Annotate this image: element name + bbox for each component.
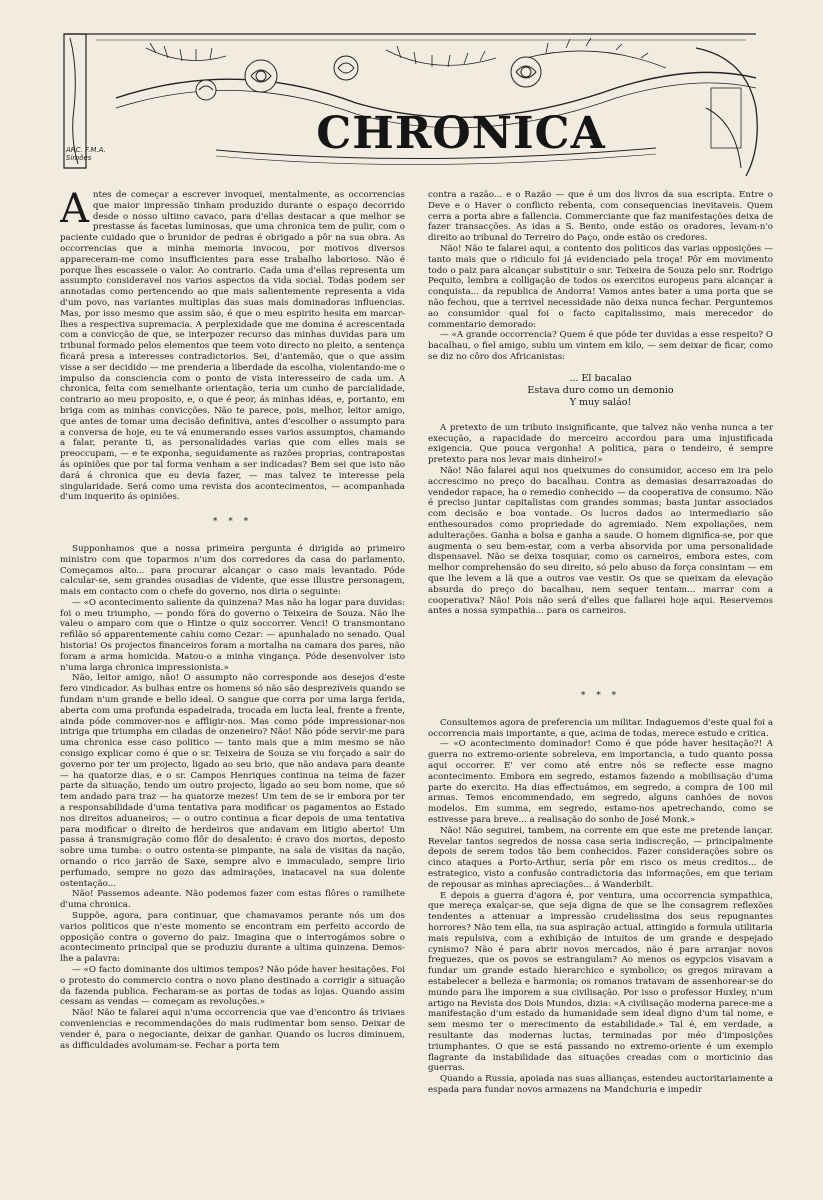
paragraph: contra a razão... e o Razão — que é um dos livros da sua escripta. Entre o Deve e o Haver o conflicto rebenta, com consequencias inevitaveis. Quem cerra a porta abre a fallencia. Commerciante que faz manifestações deixa de fazer transacções. As idas a S. Bento, onde estão os oradores, levam-n'o direito ao tribunal do Terreiro do Paço, onde estão os credores.	[428, 190, 773, 244]
spacer	[428, 617, 773, 677]
paragraph: Não, leitor amigo, não! O assumpto não corresponde aos desejos d'este fero vindicador. As bulhas entre os homens só não são desprezíveis quando se fundam n'um grande e bello ideal. O sangue que corra por uma larga ferida, aberta com uma profunda espadeirada, trocada em lucta leal, frente a frente, ainda póde commover-nos e affligir-nos. Mas como póde impressionar-nos intriga que triumpha em ciladas de onzeneiro? Não! Não póde servir-me para uma chronica esse caso politico — tanto mais que a mim mesmo se não consigo explicar como é que o sr. Teixeira de Souza se viu forçado a sair do governo por ter um projecto, ligado ao seu brio, que não andava para deante — ha quatorze dias, e o sr. Campos Henriques continua na teima de fazer parte da situação, tendo um outro projecto, ligado ao seu bom nome, que só tem andado para traz — ha quatorze mezes! Um tem de se ir embora por ter a responsabilidade d'uma tentativa para modificar os pagamentos ao Estado nos direitos aduaneiros; — o outro continua a ficar depois de uma tentativa para modificar o direito de herdeiros que andavam em litigio aberto! Um passa á transmigração como flôr do desalento: é cravo dos mortos, deposto sobre uma tumba: o outro ostenta-se pimpante, na sala de visitas da nação, ornando o rico jarrão de Saxe, sempre alvo e immaculado, sempre lirio perfumado, sempre no gozo das admirações, inatacavel na sua dolente ostentação...	[60, 673, 405, 889]
credit-line-1: ARC. F.M.A.	[66, 146, 106, 154]
right-column	[428, 190, 773, 1190]
left-column	[60, 190, 405, 1190]
paragraph: Quando a Russia, apoiada nas suas allianças, estendeu auctoritariamente a espada para fundar novos armazens na Mandchuria e impedir	[428, 1074, 773, 1095]
drop-cap: A	[60, 190, 89, 232]
section-divider: * * *	[212, 517, 253, 528]
paragraph: Não! Não te falarei aqui, a contento dos politicos das varias opposições — tanto mais que o ridiculo foi já evidenciado pela troça! Pôr em movimento todo o paiz para alcançar substituir o snr. Teixeira de Souza pelo snr. Rodrigo Pequito, lembra a colligação de todos os exercitos europeus para alcançar a conquista... da republica de Andorra! Vamos antes bater a uma porta que se não fechou, que a terrivel necessidade não deixa nunca fechar. Perguntemos ao consumidor qual foi o facto capitalissimo, mais merecedor do commentario demorado:	[428, 243, 773, 330]
paragraph: Não! Não seguirei, tambem, na corrente em que este me pretende lançar. Revelar tantos segredos de nossa casa seria indiscreção, — principalmente depois de serem todos tão bem conhecidos. Fazer considerações sobre os cinco ataques a Porto-Arthur, seria pôr em risco os meus creditos... de estrategico, visto a confusão contradictoria das informações, em que teriam de repousar as minhas apreciações... á Wanderbilt.	[428, 825, 773, 890]
paragraph: Não! Passemos adeante. Não podemos fazer com estas flôres o ramilhete d'uma chronica.	[60, 889, 405, 911]
verse-quote	[428, 373, 773, 409]
credit-line-2: Simões	[66, 154, 92, 162]
paragraph: — «O acontecimento saliente da quinzena? Mas não ha logar para duvidas: foi o meu triumpho, — pondo fóra do governo o Teixeira de Souza. Não lhe valeu o amparo com que o Hintze o quiz soccorrer. Venci! O transmontano refilão só apparentemente cahiu como Cezar: — apunhalado no senado. Qual historia! Os projectos financeiros foram a mortalha na camara dos pares, não foram a arma homicida. Matou-o a minha vingança. Póde desenvolver isto n'uma larga chronica impressionista.»	[60, 597, 405, 673]
paragraph: Consultemos agora de preferencia um militar. Indaguemos d'este qual foi a occorrencia mais importante, a que, acima de todas, merece estudo e critica.	[428, 717, 773, 739]
paragraph: Não! Não te falarei aqui n'uma occorrencia que vae d'encontro ás triviaes conveniencias e recommendações do mais rudimentar bom senso. Deixar de vender é, para o negociante, deixar de ganhar. Quando os lucros diminuem, as difficuldades avolumam-se. Fechar a porta tem	[60, 1008, 405, 1051]
paragraph: — «A grande occorrencia? Quem é que póde ter duvidas a esse respeito? O bacalhau, o fiel amigo, subiu um vintem em kilo, — sem deixar de ficar, como se diz no côro dos Africanistas:	[428, 330, 773, 362]
header-artist-credit	[66, 146, 106, 162]
paragraph: — «O facto dominante dos ultimos tempos? Não póde haver hesitações. Foi o protesto do commercio contra o novo plano destinado a corrigir a situação da fazenda publica. Fecharam-se as portas de todas as lojas. Quando assim cessam as vendas — começam as revoluções.»	[60, 964, 405, 1008]
paragraph: Suppõe, agora, para continuar, que chamavamos perante nós um dos varios politicos que n'este momento se encontram em perfeito accordo de opposição contra o governo do paiz. Imagina que o interrogámos sobre o acontecimento principal que se produziu durante a ultima quinzena. Demos-lhe a palavra:	[60, 911, 405, 965]
page-title: CHRONICA	[316, 108, 606, 159]
chronica-header	[56, 28, 768, 178]
paragraph	[60, 190, 405, 503]
section-divider: * * *	[580, 691, 621, 702]
verse-line: ... El bacalao	[569, 372, 632, 384]
verse-line: Estava duro como un demonio	[527, 384, 674, 396]
paragraph: A pretexto de um tributo insignificante, que talvez não venha nunca a ter execução, a rapacidade do merceiro accordou para uma injustificada exigencia. Que pouca vergonha! A politica, para o tendeiro, é sempre pretexto para nos levar mais dinheiro!»	[428, 422, 773, 466]
paragraph: — «O acontecimento dominador! Como é que póde haver hesitação?! A guerra no extremo-oriente sobreleva, em importancia, a tudo quanto possa aqui occorrer. E' ver como até entre nós se reflecte esse magno acontecimento. Embora em segredo, estamos fazendo a mobilisação d'uma parte do exercito. Ha dias effectuámos, em segredo, a compra de 100 mil armas. Temos encommendado, em segredo, alguns canhões de novos modelos. Em summa, em segredo, estamo-nos apetrechando, como se estivesse para breve... a realisação do sonho de José Monk.»	[428, 739, 773, 826]
paragraph: E depois a guerra d'agora é, por ventura, uma occorrencia sympathica, que mereça exalçar-se, que seja digna de que se lhe consagrem reflexões tendentes a attenuar a impressão crudelissima dos seus repugnantes horrores? Não tem ella, na sua aspiração actual, attingido a formula utilitaria mais repulsiva, com a exhibição de intuitos de um grande e despejado cynismo? Não é para abrir novos mercados, não é para arranjar novos freguezes, que os povos se estrangulam? Ao menos os egypcios visavam a fundar um grande estado hierarchico e symbolico; os gregos miravam a estabelecer a belleza e harmonia; os romanos tratavam de assenhorear-se do mundo para lhe imporem a sua civilisação. Por isso o professor Huxley, n'um artigo na Revista dos Dois Mundos, dizia: «A civilisação moderna parece-me a manifestação d'um estado da humanidade sem ideal digno d'um tal nome, e sem mesmo ter o merecimento da estabilidade.» Tal é, em verdade, a resultante das modernas luctas, terminadas por méo d'imposições triumphantes. O que se está passando no extremo-oriente é um exemplo flagrante da instabilidade das situações creadas com o morticinio das guerras.	[428, 890, 773, 1074]
paragraph-text: ntes de começar a escrever invoquei, mentalmente, as occorrencias que maior impressão tinham produzido durante o espaço decorrido desde o nosso ultimo cavaco, para d'ellas destacar a que melhor se prestasse ás facetas luminosas, que uma chronica tem de pulir, com o paciente cuidado que o brunidor de pedras é obrigado a pôr na sua obra. As occorrencias que a minha memoria invocou, por motivos diversos appareceram-me como insufficientes para esse trabalho laborioso. Não é porque lhes escasseie o valor. Ao contrario. Cada uma d'ellas representa um assumpto consideravel nos varios aspectos da vida social. Todas podem ser annotadas como pertencendo ao que mais salientemente representa a vida d'um povo, nas variantes multiplas das suas mais dominadoras influencias. Mas, por isso mesmo que assim são, é que o meu espirito hesita em marcar-lhes a respectiva supremacia. A perplexidade que me domina é acrescentada com a convicção de que, se interpozer recurso das minhas duvidas para um tribunal formado pelos elementos que teem voto directo no pleito, a sentença ficará presa a interesses contradictorios. Sei, d'antemão, que o que assim visse a ser decidido — me prenderia a liberdade da escolha, violentando-me o impulso da consciencia com o ponto de vista interesseiro de cada um. A chronica, feita com semelhante orientação, teria um cunho de parcialidade, contrario ao meu proposito, e, o que é peor, ás minhas idéas, e, portanto, em briga com as minhas convicções. Não te parece, pois, melhor, leitor amigo, que antes de tomar uma decisão definitiva, antes d'escolher o assumpto para a conversa de hoje, eu te vá enumerando esses varios assumptos, chamando a falar, perante ti, as personalidades varias que com elles mais se preoccupam, — e te exponha, seguidamente as razões proprias, contrapostas ás opiniões que por tal forma venham a ser indicadas? Bem sei que isto não dará á chronica que eu devia fazer, — mas talvez te interesse pela singularidade. Será como uma revista dos acontecimentos, — acompanhada d'um inquerito ás opiniões.	[60, 190, 405, 503]
paragraph: Não! Não falarei aqui nos queixumes do consumidor, acceso em ira pelo accrescimo no preço do bacalhau. Contra as demasias desarrazoadas do vendedor rapace, ha o remedio conhecido — da cooperativa de consumo. Não é preciso juntar capitalistas com grandes sommas; basta juntar associados com decisão e boa vontade. Os lucros dados ao intermediario são enthesourados como propriedade do agremiado. Nem expoliações, nem adulterações. Ganha a bolsa e ganha a saude. O homem dignifica-se, por que augmenta o seu bem-estar, com a verba absorvida por uma personalidade dispensavel. Não se deixa tosquiar, como os carneiros, embora estes, com melhor comprehensão do seu direito, só pelo abuso da força consintam — em que lhe levem a lã que a outros vae vestir. Os que se queixam da elevação absurda do preço do bacalhau, nem sequer tentam... marrar com a cooperativa? Não! Pois não será d'elles que fallarei hoje aqui. Reservemos antes a nossa sympathia... para os carneiros.	[428, 465, 773, 617]
paragraph: Supponhamos que a nossa primeira pergunta é dirigida ao primeiro ministro com que toparmos n'um dos corredores da casa do parlamento. Começamos alto... para procurar alcançar o caso mais levantado. Póde calcular-se, sem grandes ousadias de vidente, que esse illustre personagem, mais em contacto com o chefe do governo, nos diria o seguinte:	[60, 543, 405, 598]
verse-line: Y muy saláo!	[569, 396, 632, 408]
